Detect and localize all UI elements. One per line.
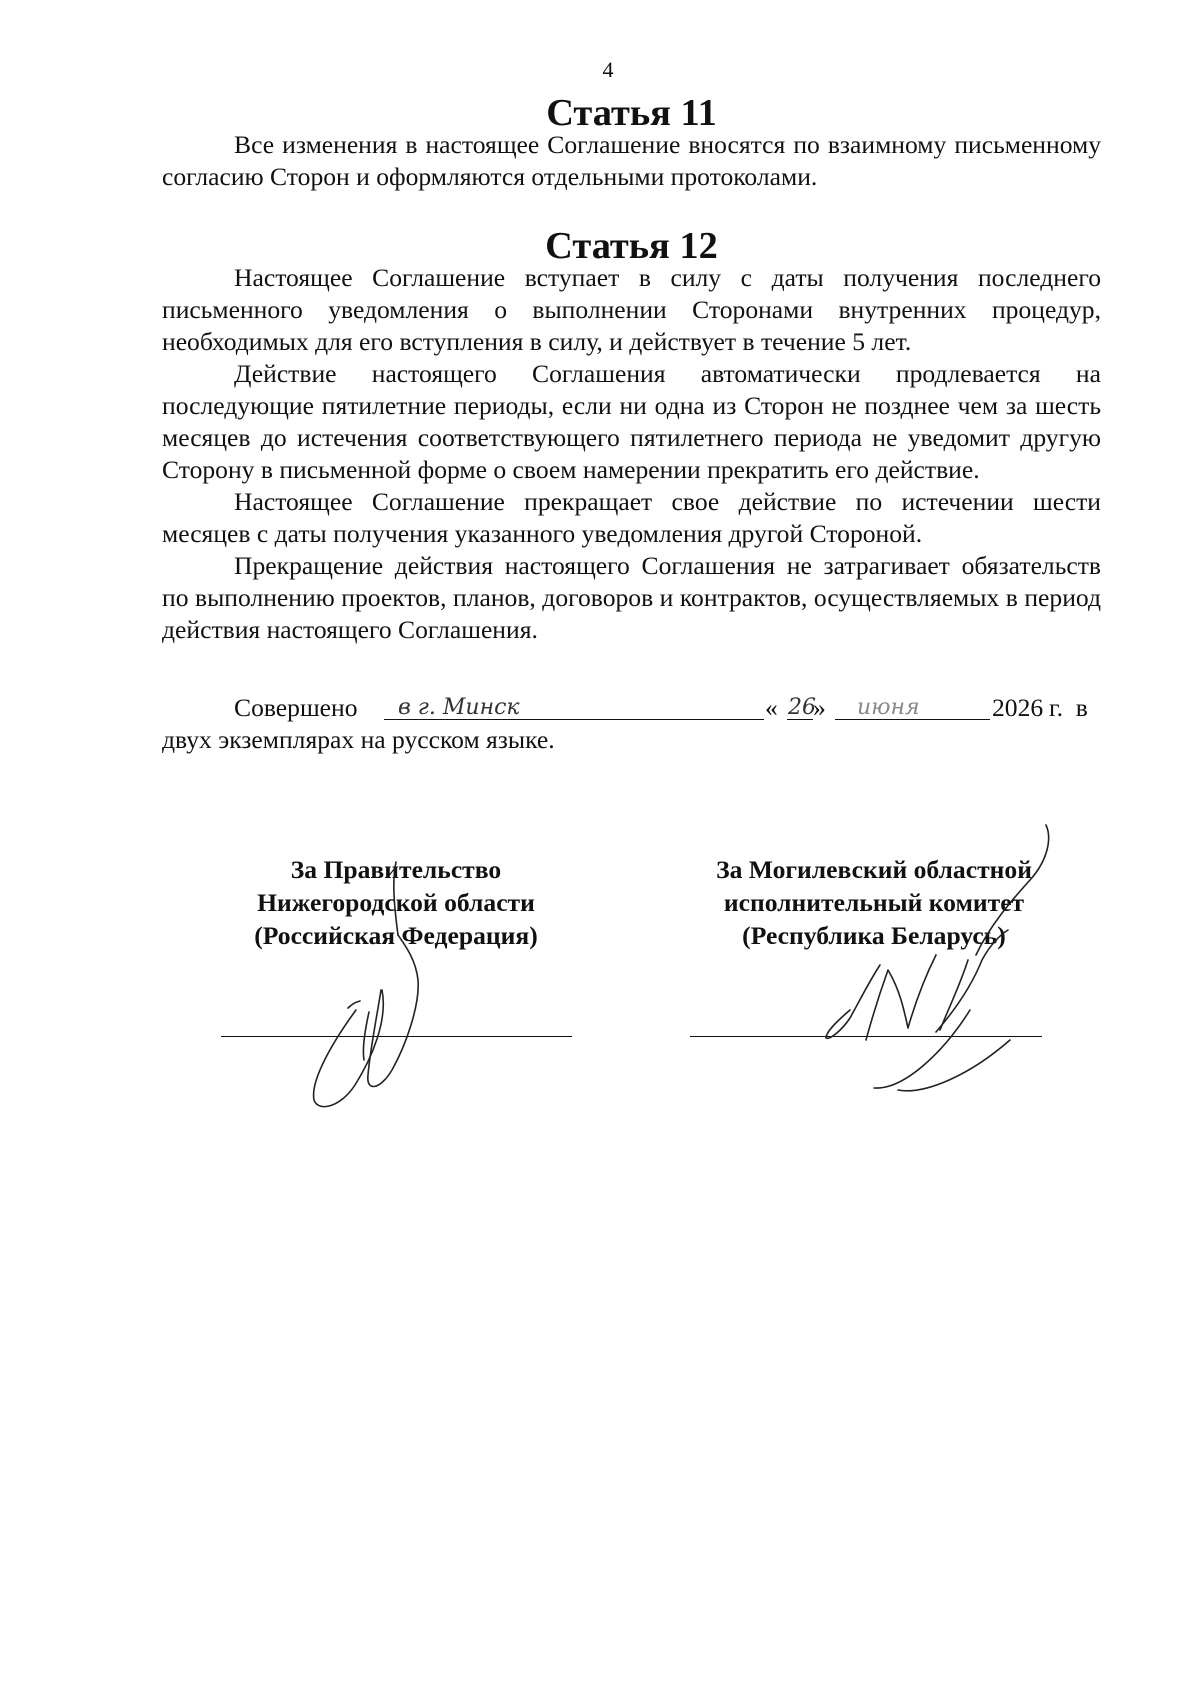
signatory-left-line-2: Нижегородской области <box>257 888 535 917</box>
signatory-left-line-1: За Правительство <box>290 855 502 884</box>
article-11-heading: Статья 11 <box>546 92 717 134</box>
signatory-right-line-1: За Могилевский областной <box>716 855 1032 884</box>
signature-line-left <box>221 1036 572 1037</box>
signatory-right-line-2: исполнительный комитет <box>723 888 1025 917</box>
signatory-right <box>664 853 1084 952</box>
article-12-heading: Статья 12 <box>545 225 718 267</box>
signatory-left <box>186 853 606 952</box>
article-12-paragraph-2: Действие настоящего Соглашения автоматически продлевается на последующие пятилетние периоды, если ни одна из Сторон не позднее чем за шесть месяцев до истечения соответствующего пятилетнего периода не уведомит другую Сторону в письменной форме о своем намерении прекратить его действие. <box>162 359 1101 484</box>
signatory-left-line-3: (Российская Федерация) <box>254 921 538 950</box>
month-handwritten: июня <box>857 695 920 720</box>
done-label: Совершено <box>234 693 358 722</box>
article-12-paragraph-4: Прекращение действия настоящего Соглашения не затрагивает обязательств по выполнению проектов, планов, договоров и контрактов, осуществляемых в период действия настоящего Соглашения. <box>162 551 1101 644</box>
article-12 <box>162 225 1101 646</box>
place-handwritten: в г. Минск <box>398 695 520 720</box>
year: 2026 <box>992 693 1044 722</box>
done-clause-line-2: двух экземплярах на русском языке. <box>162 725 555 754</box>
done-suffix: г. в <box>1049 693 1088 722</box>
article-12-paragraph-1: Настоящее Соглашение вступает в силу с даты получения последнего письменного уведомления о выполнении Сторонами внутренних процедур, необходимых для его вступления в силу, и действует в течение 5 лет. <box>162 263 1101 356</box>
page-number: 4 <box>602 57 614 82</box>
article-11 <box>162 92 1101 193</box>
article-12-paragraph-3: Настоящее Соглашение прекращает свое действие по истечении шести месяцев с даты получения указанного уведомления другой Стороной. <box>162 487 1101 548</box>
signatory-right-line-3: (Республика Беларусь) <box>742 921 1006 950</box>
article-11-paragraph: Все изменения в настоящее Соглашение вносятся по взаимному письменному согласию Сторон и оформляются отдельными протоколами. <box>162 130 1101 191</box>
signature-line-right <box>690 1036 1042 1037</box>
quote-close: » <box>813 693 826 722</box>
quote-open: « <box>765 693 778 722</box>
day-handwritten: 26 <box>788 695 816 720</box>
done-clause <box>162 692 1101 724</box>
